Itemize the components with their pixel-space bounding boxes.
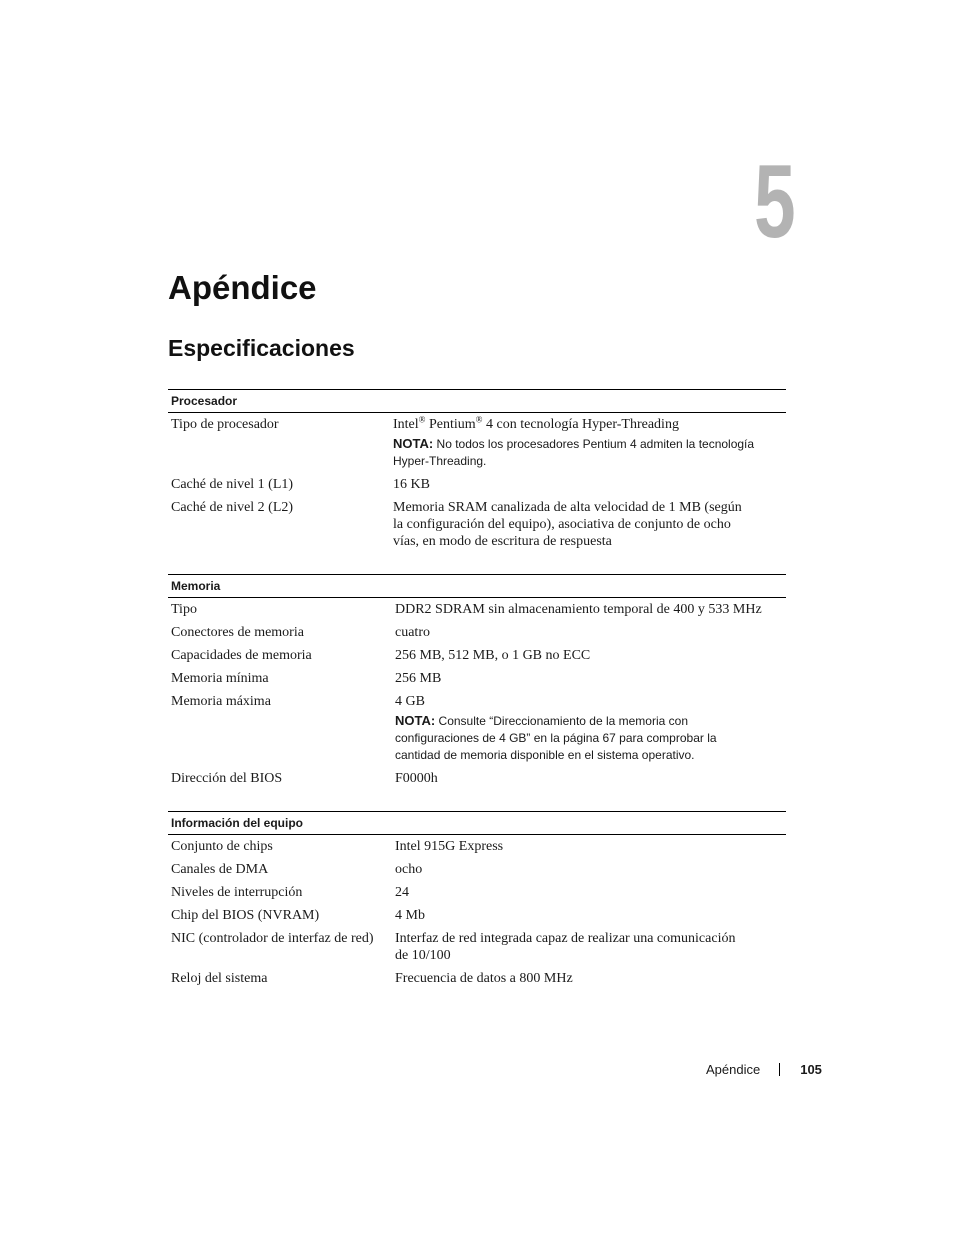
spec-value: Memoria SRAM canalizada de alta velocidad de 1 MB (según la configuración del equipo), asociativa de conjunto de ocho vías, en modo de escritura de respuesta (393, 500, 742, 549)
processor-brand: Intel (393, 417, 419, 432)
spec-row (168, 838, 786, 855)
spec-row (168, 647, 786, 664)
spec-value: Frecuencia de datos a 800 MHz (395, 971, 573, 986)
spec-value: DDR2 SDRAM sin almacenamiento temporal de 400 y 533 MHz (395, 602, 762, 617)
spec-row (168, 884, 786, 901)
note (395, 712, 740, 764)
spec-label: Dirección del BIOS (171, 771, 283, 786)
page-number: 105 (800, 1062, 822, 1077)
processor-description: 4 con tecnología Hyper-Threading (486, 417, 679, 432)
note-text: No todos los procesadores Pentium 4 admiten la tecnología Hyper-Threading. (393, 437, 755, 468)
spec-label: Chip del BIOS (NVRAM) (171, 908, 320, 923)
spec-label: Memoria mínima (171, 671, 269, 686)
spec-row (168, 770, 786, 787)
spec-row (168, 970, 786, 987)
registered-mark: ® (475, 414, 483, 425)
chapter-number: 5 (754, 144, 796, 260)
specifications-table (168, 389, 786, 1011)
footer-divider (779, 1063, 780, 1076)
spec-label: Tipo (171, 602, 197, 617)
spec-value: ocho (395, 862, 423, 877)
spec-label: Capacidades de memoria (171, 648, 312, 663)
spec-value: cuatro (395, 625, 430, 640)
spec-label: Reloj del sistema (171, 971, 268, 986)
spec-row (168, 416, 786, 470)
registered-mark: ® (418, 414, 426, 425)
note-text: Consulte “Direccionamiento de la memoria con configuraciones de 4 GB” en la página 67 para comprobar la cantidad de memoria disponible en el sistema operativo. (395, 714, 717, 762)
spec-value: 16 KB (393, 477, 430, 492)
spec-value (393, 416, 783, 470)
spec-row (168, 499, 786, 550)
spec-value: 256 MB, 512 MB, o 1 GB no ECC (395, 648, 591, 663)
spec-row (168, 670, 786, 687)
spec-value: 256 MB (395, 671, 442, 686)
processor-model: Pentium (429, 417, 476, 432)
page-title: Apéndice (168, 269, 317, 306)
spec-value: 24 (395, 885, 409, 900)
spec-label: Niveles de interrupción (171, 885, 303, 900)
spec-label: Caché de nivel 2 (L2) (171, 500, 294, 515)
spec-label: Conjunto de chips (171, 839, 273, 854)
spec-row (168, 624, 786, 641)
spec-row (168, 476, 786, 493)
spec-row (168, 930, 786, 964)
spec-row (168, 907, 786, 924)
spec-label: Memoria máxima (171, 694, 271, 709)
memory-max-value: 4 GB (395, 694, 425, 709)
spec-label: Tipo de procesador (171, 417, 279, 432)
page-footer (706, 1061, 822, 1078)
spec-value: F0000h (395, 771, 438, 786)
computer-info-section (168, 811, 786, 1011)
spec-value: Intel 915G Express (395, 839, 504, 854)
processor-section (168, 389, 786, 574)
spec-row (168, 693, 786, 764)
section-header-memory: Memoria (168, 574, 786, 598)
spec-label: NIC (controlador de interfaz de red) (171, 931, 374, 946)
memory-section (168, 574, 786, 811)
note (393, 435, 778, 470)
section-title: Especificaciones (168, 335, 355, 361)
spec-value (393, 693, 783, 764)
spec-value: Interfaz de red integrada capaz de realizar una comunicación de 10/100 (395, 931, 736, 963)
spec-label: Caché de nivel 1 (L1) (171, 477, 294, 492)
spec-label: Canales de DMA (171, 862, 269, 877)
section-header-computer-info: Información del equipo (168, 811, 786, 835)
spec-row (168, 861, 786, 878)
spec-value: 4 Mb (395, 908, 425, 923)
spec-label: Conectores de memoria (171, 625, 304, 640)
section-header-processor: Procesador (168, 389, 786, 413)
note-label: NOTA: (393, 436, 434, 451)
spec-row (168, 601, 786, 618)
footer-section-name: Apéndice (706, 1062, 761, 1077)
note-label: NOTA: (395, 713, 436, 728)
